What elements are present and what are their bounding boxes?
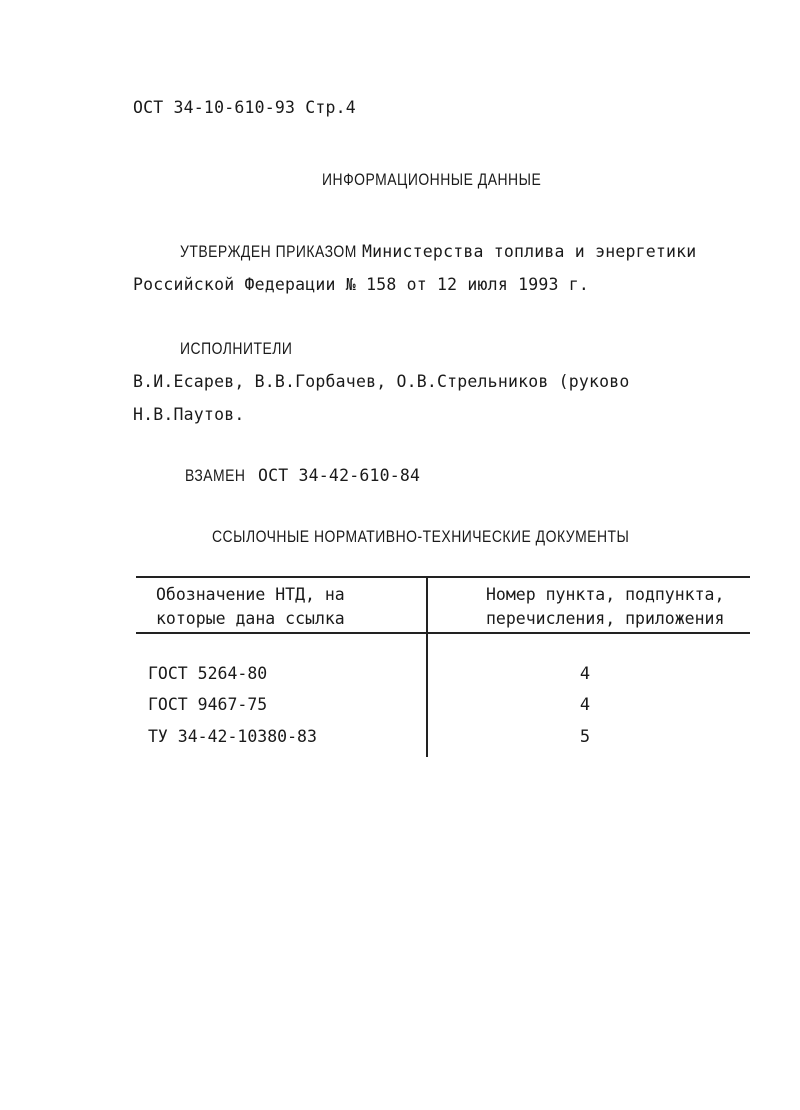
references-title: ССЫЛОЧНЫЕ НОРМАТИВНО-ТЕХНИЧЕСКИЕ ДОКУМЕНТЫ	[212, 527, 630, 546]
executors-line-1: В.И.Есарев, В.В.Горбачев, О.В.Стрельников (руково	[133, 372, 630, 391]
col2-header-line-1: Номер пункта, подпункта,	[486, 585, 725, 604]
col2-header-line-2: перечисления, приложения	[486, 609, 725, 628]
col1-header-line-2: которые дана ссылка	[156, 609, 345, 628]
table-header-rule	[136, 632, 750, 634]
executors-label: ИСПОЛНИТЕЛИ	[180, 339, 293, 358]
approval-caps: УТВЕРЖДЕН ПРИКАЗОМ	[180, 242, 357, 261]
row-doc: ТУ 34-42-10380-83	[148, 727, 317, 746]
table-top-rule	[136, 576, 750, 578]
row-clause: 4	[579, 664, 591, 684]
executors-line-2: Н.В.Паутов.	[133, 405, 245, 424]
row-doc: ГОСТ 9467-75	[148, 695, 268, 714]
approval-line-2: Российской Федерации № 158 от 12 июля 1993 г.	[133, 275, 590, 294]
replaces-value: ОСТ 34-42-610-84	[258, 466, 421, 485]
col1-header-line-1: Обозначение НТД, на	[156, 585, 345, 604]
page-header: ОСТ 34-10-610-93 Стр.4	[133, 98, 356, 117]
replaces-label: ВЗАМЕН	[185, 466, 246, 485]
section-title: ИНФОРМАЦИОННЫЕ ДАННЫЕ	[322, 170, 542, 189]
row-clause: 5	[579, 727, 591, 747]
approval-line-1-rest: Министерства топлива и энергетики	[362, 242, 697, 261]
table-column-divider	[426, 577, 428, 757]
row-clause: 4	[579, 695, 591, 715]
row-doc: ГОСТ 5264-80	[148, 664, 268, 683]
